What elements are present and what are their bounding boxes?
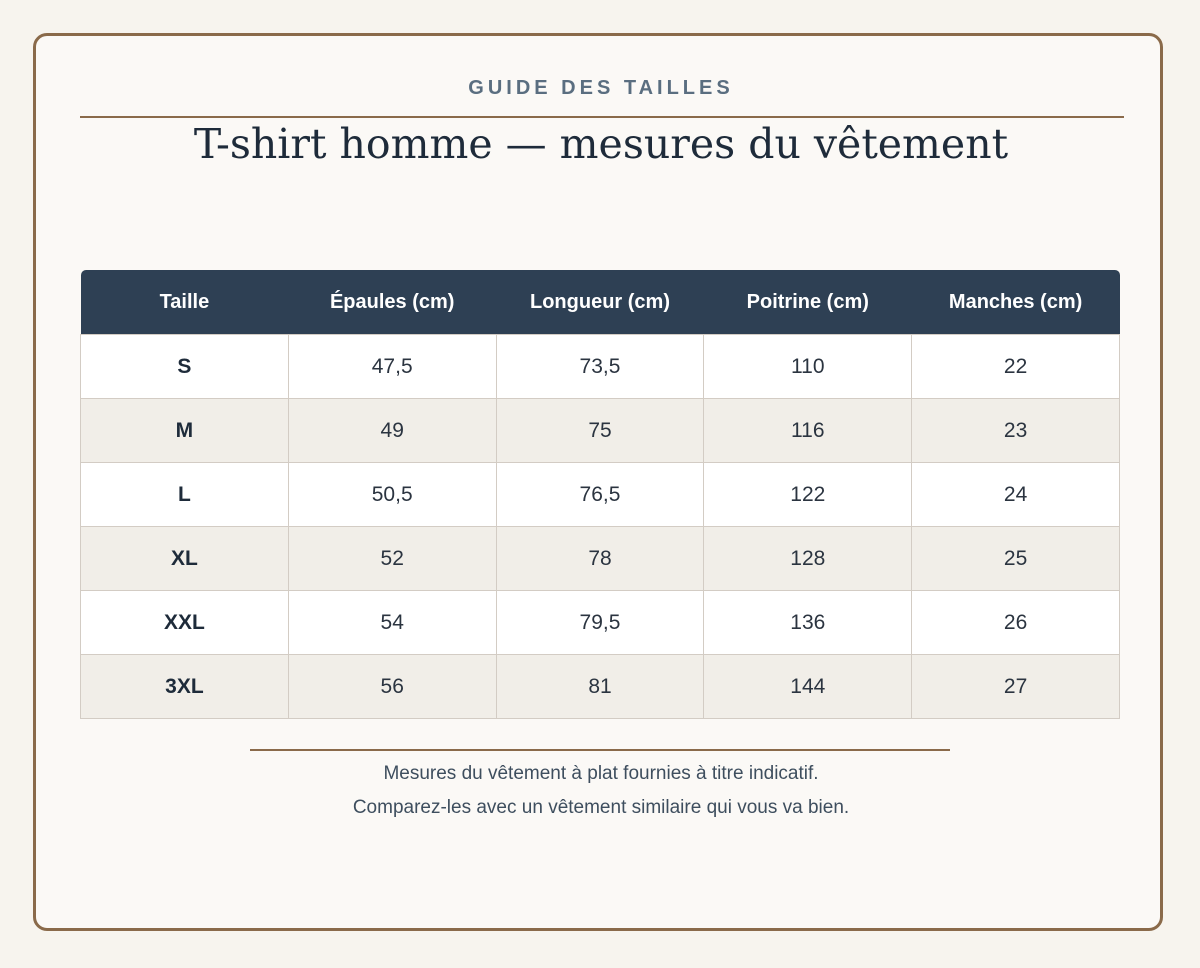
size-cell: 3XL xyxy=(81,655,289,719)
column-header-sleeves: Manches (cm) xyxy=(912,270,1120,335)
table-row xyxy=(81,655,1120,719)
chest-cell: 122 xyxy=(704,463,912,527)
sleeves-cell: 26 xyxy=(912,591,1120,655)
size-cell: S xyxy=(81,335,289,399)
footer-note-line2: Comparez-les avec un vêtement similaire qui vous va bien. xyxy=(352,797,850,818)
shoulders-cell: 49 xyxy=(288,399,496,463)
footer-divider xyxy=(250,749,950,751)
chest-cell: 144 xyxy=(704,655,912,719)
length-cell: 78 xyxy=(496,527,704,591)
column-header-size: Taille xyxy=(81,270,289,335)
table-row xyxy=(81,463,1120,527)
sleeves-cell: 25 xyxy=(912,527,1120,591)
chest-cell: 136 xyxy=(704,591,912,655)
sleeves-cell: 23 xyxy=(912,399,1120,463)
length-cell: 73,5 xyxy=(496,335,704,399)
sleeves-cell: 22 xyxy=(912,335,1120,399)
shoulders-cell: 52 xyxy=(288,527,496,591)
shoulders-cell: 47,5 xyxy=(288,335,496,399)
column-header-chest: Poitrine (cm) xyxy=(704,270,912,335)
chest-cell: 110 xyxy=(704,335,912,399)
table-row xyxy=(81,527,1120,591)
shoulders-cell: 56 xyxy=(288,655,496,719)
length-cell: 81 xyxy=(496,655,704,719)
chest-cell: 128 xyxy=(704,527,912,591)
column-header-shoulders: Épaules (cm) xyxy=(288,270,496,335)
table-row xyxy=(81,591,1120,655)
shoulders-cell: 50,5 xyxy=(288,463,496,527)
table-row xyxy=(81,399,1120,463)
table-header-row xyxy=(81,270,1120,335)
eyebrow-label: GUIDE DES TAILLES xyxy=(468,77,734,99)
size-cell: XL xyxy=(81,527,289,591)
length-cell: 76,5 xyxy=(496,463,704,527)
size-cell: XXL xyxy=(81,591,289,655)
table-row xyxy=(81,335,1120,399)
size-cell: M xyxy=(81,399,289,463)
size-cell: L xyxy=(81,463,289,527)
sleeves-cell: 24 xyxy=(912,463,1120,527)
shoulders-cell: 54 xyxy=(288,591,496,655)
length-cell: 75 xyxy=(496,399,704,463)
page-title: T-shirt homme — mesures du vêtement xyxy=(193,120,1009,168)
column-header-length: Longueur (cm) xyxy=(496,270,704,335)
sleeves-cell: 27 xyxy=(912,655,1120,719)
size-guide-card xyxy=(33,33,1163,931)
length-cell: 79,5 xyxy=(496,591,704,655)
chest-cell: 116 xyxy=(704,399,912,463)
footer-note-line1: Mesures du vêtement à plat fournies à titre indicatif. xyxy=(383,763,819,784)
size-table xyxy=(80,270,1120,719)
